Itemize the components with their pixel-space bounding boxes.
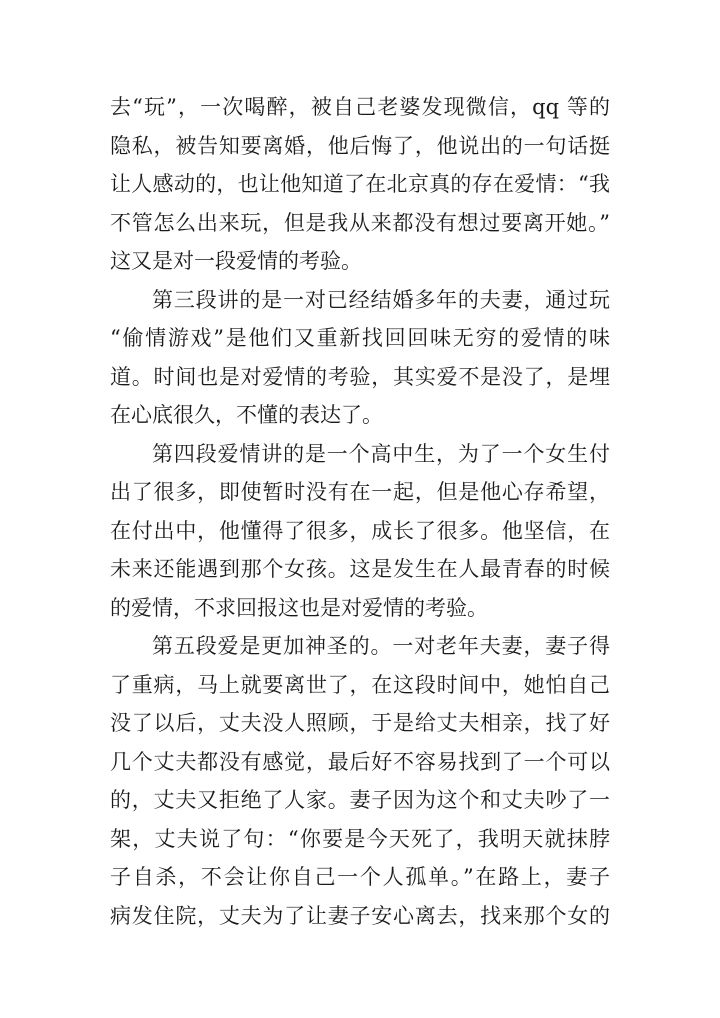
text-line: 在心底很久，不懂的表达了。 — [110, 403, 383, 427]
text-line: 道。时间也是对爱情的考验，其实爱不是没了，是埋 — [110, 364, 610, 389]
paragraph-fifth-story — [110, 627, 610, 935]
text-line: 在付出中，他懂得了很多，成长了很多。他坚信，在 — [110, 518, 610, 543]
text-line: 让人感动的，也让他知道了在北京真的存在爱情：“我 — [110, 172, 610, 196]
text-line: 几个丈夫都没有感觉，最后好不容易找到了一个可以 — [110, 749, 610, 774]
text-line: 没了以后，丈夫没人照顾，于是给丈夫相亲，找了好 — [110, 711, 610, 735]
text-line: 去“玩”，一次喝醉，被自己老婆发现微信，qq 等的 — [110, 95, 610, 119]
text-line: 不管怎么出来玩，但是我从来都没有想过要离开她。” — [110, 210, 610, 235]
document-body — [110, 88, 610, 935]
text-line: 病发住院，丈夫为了让妻子安心离去，找来那个女的 — [110, 903, 610, 928]
text-line: 这又是对一段爱情的考验。 — [110, 249, 362, 273]
text-line: 架，丈夫说了句：“你要是今天死了，我明天就抹脖 — [110, 826, 610, 851]
text-line: “偷情游戏”是他们又重新找回回味无穷的爱情的味 — [110, 326, 610, 350]
text-line: 隐私，被告知要离婚，他后悔了，他说出的一句话挺 — [110, 133, 610, 158]
text-line: 子自杀，不会让你自己一个人孤单。”在路上，妻子 — [110, 865, 610, 889]
text-line: 未来还能遇到那个女孩。这是发生在人最青春的时候 — [110, 557, 610, 581]
text-line: 的，丈夫又拒绝了人家。妻子因为这个和丈夫吵了一 — [110, 788, 610, 812]
text-line: 第五段爱是更加神圣的。一对老年夫妻，妻子得 — [152, 634, 610, 658]
text-line: 第四段爱情讲的是一个高中生，为了一个女生付 — [152, 441, 610, 466]
text-line: 了重病，马上就要离世了，在这段时间中，她怕自己 — [110, 672, 610, 697]
paragraph-fourth-story — [110, 435, 610, 628]
text-line: 第三段讲的是一对已经结婚多年的夫妻，通过玩 — [152, 287, 610, 312]
text-line: 的爱情，不求回报这也是对爱情的考验。 — [110, 595, 488, 620]
paragraph-third-story — [110, 281, 610, 435]
text-line: 出了很多，即使暂时没有在一起，但是他心存希望， — [110, 480, 610, 504]
paragraph-continued — [110, 88, 610, 281]
